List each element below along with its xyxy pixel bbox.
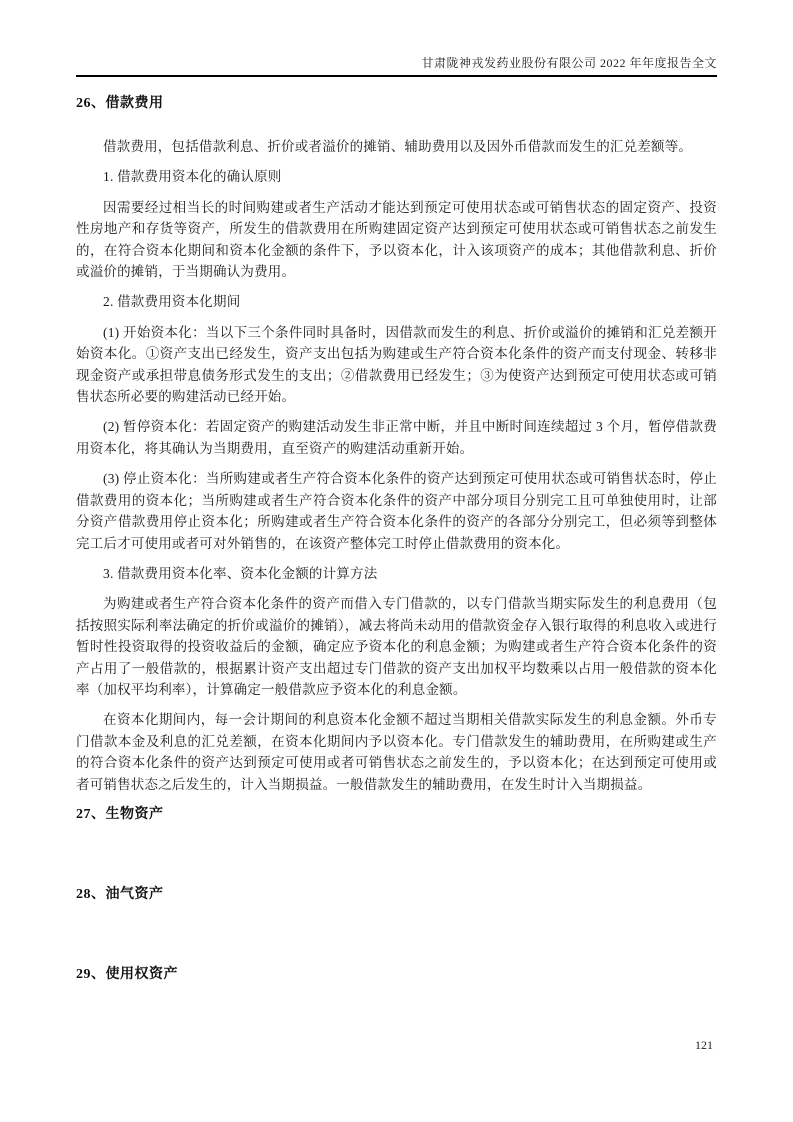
paragraph-calculation-method: 为购建或者生产符合资本化条件的资产而借入专门借款的，以专门借款当期实际发生的利息费用（包括按照实际利率法确定的折价或溢价的摊销），减去将尚未动用的借款资金存入银行取得的利息收入或进行暂时性投资取得的投资收益后的金额，确定应予资本化的利息金额；为购建或者生产符合资本化条件的资产占用了一般借款的，根据累计资产支出超过专门借款的资产支出加权平均数乘以占用一般借款的资本化率（加权平均利率），计算确定一般借款应予资本化的利息金额。 — [76, 596, 717, 697]
paragraph-capitalization-principle: 因需要经过相当长的时间购建或者生产活动才能达到预定可使用状态或可销售状态的固定资产、投资性房地产和存货等资产，所发生的借款费用在所购建固定资产达到预定可使用状态或可销售状态之前发生的，在符合资本化期间和资本化金额的条件下，予以资本化，计入该项资产的成本；其他借款利息、折价或溢价的摊销，于当期确认为费用。 — [76, 199, 717, 280]
section-heading-oil-gas-assets: 28、油气资产 — [76, 886, 164, 902]
paragraph-stop-capitalization: (3) 停止资本化：当所购建或者生产符合资本化条件的资产达到预定可使用状态或可销售状态时，停止借款费用的资本化；当所购建或者生产符合资本化条件的资产中部分项目分别完工且可单独使用时，让部分资产借款费用停止资本化；所购建或者生产符合资本化条件的资产的各部分分别完工，但必须等到整体完工后才可使用或者可对外销售的，在该资产整体完工时停止借款费用的资本化。 — [76, 471, 717, 551]
page-content — [76, 95, 717, 983]
section-heading-biological-assets: 27、生物资产 — [76, 806, 164, 822]
paragraph-capitalization-period-limit: 在资本化期间内，每一会计期间的利息资本化金额不超过当期相关借款实际发生的利息金额。外币专门借款本金及利息的汇兑差额，在资本化期间内予以资本化。专门借款发生的辅助费用，在所购建或生产的符合资本化条件的资产达到预定可使用或者可销售状态之前发生的，予以资本化；在达到预定可使用或者可销售状态之后发生的，计入当期损益。一般借款发生的辅助费用，在发生时计入当期损益。 — [76, 712, 717, 792]
page-header — [76, 56, 717, 77]
page-number: 121 — [695, 1038, 713, 1052]
paragraph-start-capitalization: (1) 开始资本化：当以下三个条件同时具备时，因借款而发生的利息、折价或溢价的摊销和汇兑差额开始资本化。①资产支出已经发生，资产支出包括为购建或生产符合资本化条件的资产而支付现金、转移非现金资产或承担带息债务形式发生的支出；②借款费用已经发生；③为使资产达到预定可使用状态或可销售状态所必要的购建活动已经开始。 — [76, 324, 717, 405]
paragraph-subheading-1: 1. 借款费用资本化的确认原则 — [103, 169, 282, 185]
header-title: 甘肃陇神戎发药业股份有限公司 2022 年年度报告全文 — [421, 56, 717, 70]
paragraph-suspend-capitalization: (2) 暂停资本化：若固定资产的购建活动发生非正常中断，并且中断时间连续超过 3 个月，暂停借款费用资本化，将其确认为当期费用，直至资产的购建活动重新开始。 — [76, 419, 717, 456]
section-heading-right-of-use-assets: 29、使用权资产 — [76, 966, 178, 982]
paragraph-subheading-2: 2. 借款费用资本化期间 — [103, 294, 241, 310]
paragraph-subheading-3: 3. 借款费用资本化率、资本化金额的计算方法 — [103, 565, 378, 581]
paragraph-borrowing-costs-intro: 借款费用，包括借款利息、折价或者溢价的摊销、辅助费用以及因外币借款而发生的汇兑差额等。 — [103, 139, 693, 154]
section-heading-borrowing-costs: 26、借款费用 — [76, 96, 164, 111]
